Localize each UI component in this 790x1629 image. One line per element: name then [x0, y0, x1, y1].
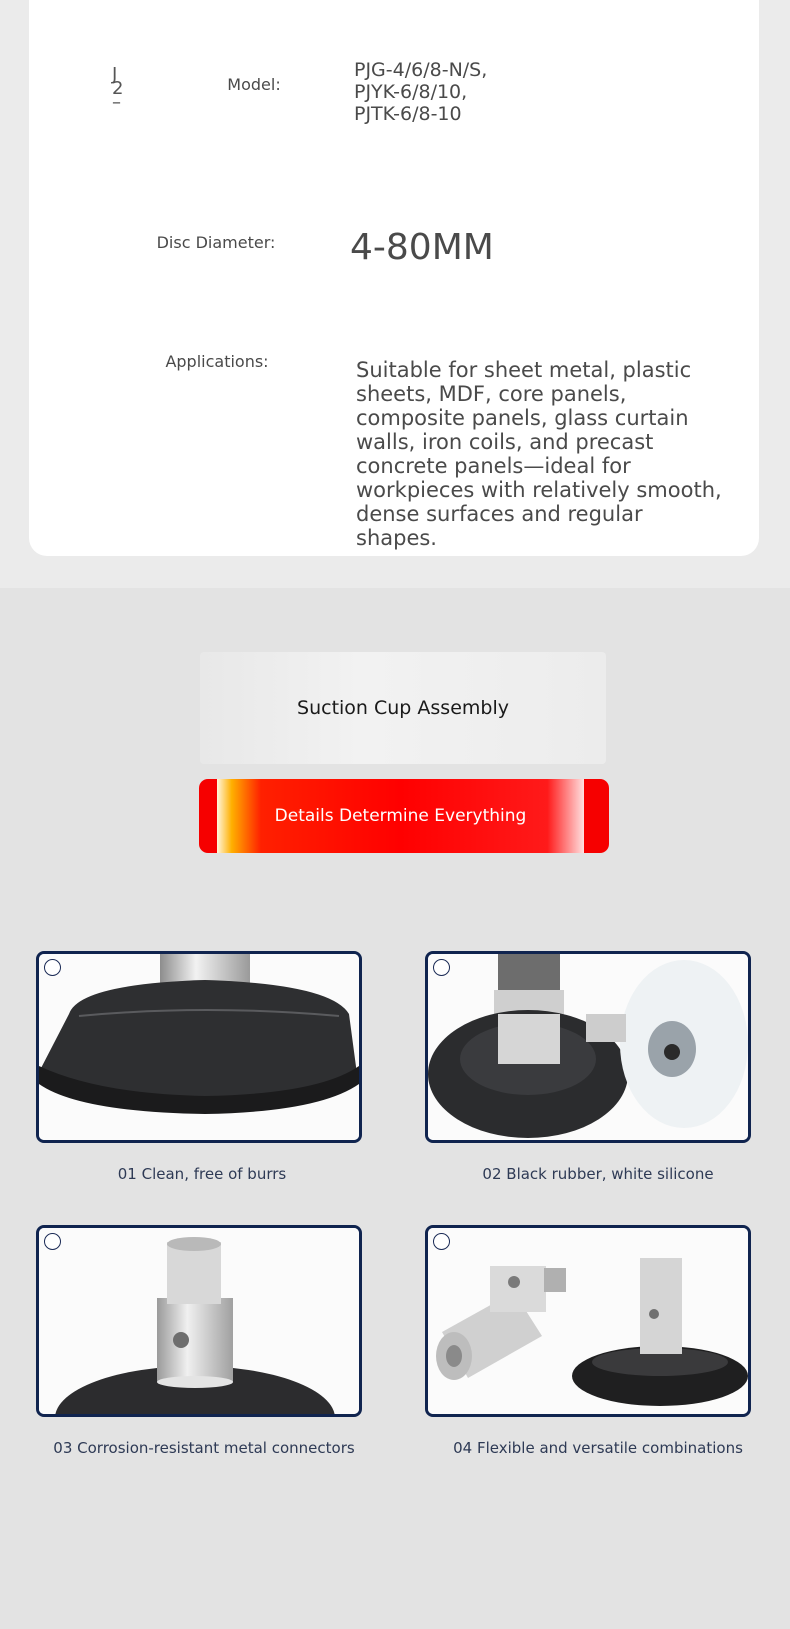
- caption-04: 04 Flexible and versatile combinations: [453, 1439, 743, 1457]
- disc-diameter-label: Disc Diameter:: [156, 233, 276, 252]
- select-radio[interactable]: [44, 959, 61, 976]
- select-radio[interactable]: [433, 1233, 450, 1250]
- select-radio[interactable]: [44, 1233, 61, 1250]
- applications-label: Applications:: [165, 352, 269, 371]
- photo-connector-combination[interactable]: [425, 1225, 751, 1417]
- details-banner: [199, 779, 609, 853]
- caption-01: 01 Clean, free of burrs: [117, 1165, 287, 1183]
- black-suction-cup-closeup-icon: [39, 954, 359, 1140]
- caption-03: 03 Corrosion-resistant metal connectors: [53, 1439, 355, 1457]
- photo-black-suction-cup[interactable]: [36, 951, 362, 1143]
- photo-metal-connector[interactable]: [36, 1225, 362, 1417]
- black-and-white-suction-cups-icon: [428, 954, 748, 1140]
- model-label: Model:: [227, 75, 281, 94]
- caption-02: 02 Black rubber, white silicone: [482, 1165, 714, 1183]
- model-value: PJG-4/6/8-N/S, PJYK-6/8/10, PJTK-6/8-10: [354, 59, 488, 125]
- partial-text-glyph: J 2 –: [112, 64, 124, 113]
- photo-black-white-cups[interactable]: [425, 951, 751, 1143]
- section-title: Suction Cup Assembly: [200, 652, 606, 764]
- select-radio[interactable]: [433, 959, 450, 976]
- connector-combination-icon: [428, 1228, 748, 1414]
- disc-diameter-value: 4-80MM: [350, 227, 494, 268]
- banner-text: Details Determine Everything: [217, 779, 584, 853]
- applications-value: Suitable for sheet metal, plastic sheets, MDF, core panels, composite panels, glass curtain walls, iron coils, and precast concrete panels—ideal for workpieces with relatively smooth, dense surfaces and regular shapes.: [356, 358, 722, 550]
- metal-connector-icon: [39, 1228, 359, 1414]
